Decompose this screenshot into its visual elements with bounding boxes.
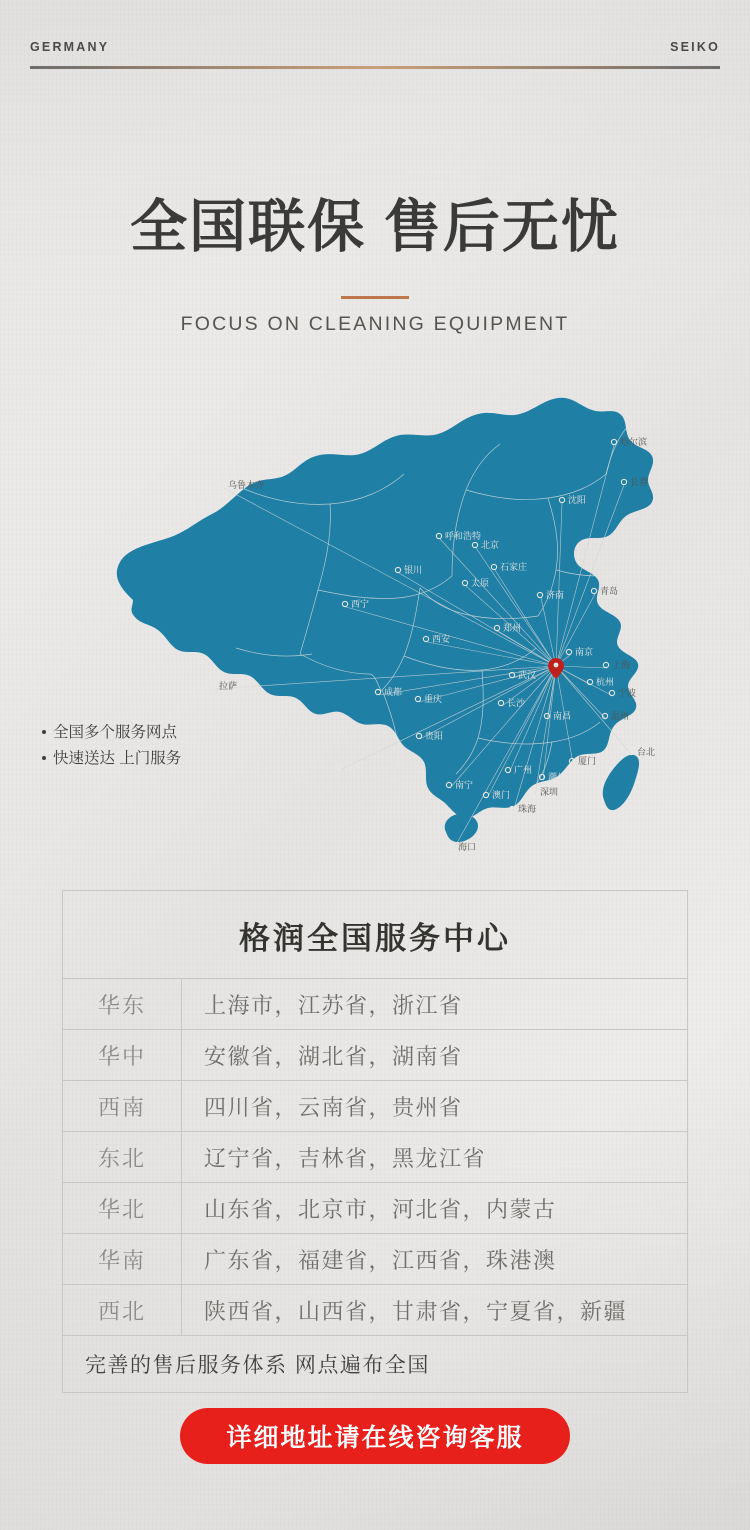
table-footer-note: 完善的售后服务体系 网点遍布全国	[63, 1335, 687, 1392]
map-city-label: 海口	[458, 842, 477, 852]
header-brand-right: SEIKO	[670, 40, 720, 54]
table-cell-region: 西南	[97, 1094, 146, 1120]
map-city-label: 厦门	[578, 756, 597, 766]
map-city-marker	[219, 479, 264, 490]
table-cell-region: 华东	[97, 992, 146, 1018]
header-divider	[30, 66, 720, 69]
map-city-label: 南京	[575, 647, 594, 657]
map-city-label: 石家庄	[500, 562, 528, 572]
map-city-label: 澳门	[492, 790, 511, 800]
map-city-label: 呼和浩特	[445, 531, 482, 541]
map-city-label: 温州	[611, 711, 630, 721]
table-cell-region: 西北	[97, 1298, 146, 1324]
map-city-label: 重庆	[424, 694, 443, 704]
bullet-text: 快速送达 上门服务	[53, 750, 182, 767]
page-title: 全国联保 售后无忧	[130, 195, 620, 259]
map-city-label: 太原	[471, 578, 490, 588]
map-city-label: 银川	[404, 565, 423, 575]
header-brand-left: GERMANY	[30, 40, 110, 54]
table-row	[63, 1029, 687, 1080]
map-city-label: 乌鲁木齐	[228, 480, 265, 490]
table-row	[63, 1131, 687, 1182]
table-cell-provinces: 陕西省，山西省，甘肃省，宁夏省，新疆	[181, 1285, 687, 1335]
map-city-label: 杭州	[596, 677, 615, 687]
map-city-label: 西宁	[351, 599, 370, 609]
map-city-label: 哈尔滨	[620, 437, 648, 447]
table-cell-provinces: 辽宁省，吉林省，黑龙江省	[181, 1132, 687, 1182]
bullet-dot-icon	[42, 730, 46, 734]
map-city-label: 昆明	[345, 762, 364, 772]
map-city-marker	[210, 680, 237, 691]
table-cell-region: 东北	[97, 1145, 146, 1171]
map-city-label: 长春	[630, 477, 649, 487]
title-accent-divider	[341, 296, 409, 299]
bullet-text: 全国多个服务网点	[53, 724, 178, 741]
table-cell-provinces: 安徽省，湖北省，湖南省	[181, 1030, 687, 1080]
table-cell-region: 华中	[97, 1043, 146, 1069]
map-city-marker	[336, 762, 363, 772]
map-city-label: 广州	[514, 765, 533, 775]
map-city-label: 西安	[432, 634, 451, 644]
map-city-label: 南昌	[553, 711, 572, 721]
map-landmass	[117, 398, 656, 842]
table-cell-provinces: 四川省，云南省，贵州省	[181, 1081, 687, 1131]
map-city-label: 上海	[612, 660, 631, 670]
map-city-label: 台北	[637, 747, 656, 757]
map-city-label: 郑州	[503, 623, 522, 633]
map-city-marker	[449, 841, 476, 852]
table-cell-region: 华北	[97, 1196, 146, 1222]
service-center-table	[62, 890, 688, 1393]
map-city-label: 沈阳	[568, 495, 587, 505]
map-city-label: 拉萨	[219, 681, 238, 691]
map-city-label: 贵阳	[425, 731, 444, 741]
table-cell-provinces: 山东省，北京市，河北省，内蒙古	[181, 1183, 687, 1233]
map-city-label: 深圳	[540, 787, 559, 797]
map-city-label: 济南	[546, 590, 565, 600]
page-subtitle: FOCUS ON CLEANING EQUIPMENT	[180, 313, 570, 335]
map-city-label: 北京	[481, 540, 500, 550]
contact-service-button[interactable]: 详细地址请在线咨询客服	[180, 1408, 570, 1464]
china-service-map	[0, 348, 750, 878]
map-city-label: 潮州	[548, 772, 567, 782]
table-cell-provinces: 上海市，江苏省，浙江省	[181, 979, 687, 1029]
table-row	[63, 978, 687, 1029]
map-bullet-list	[42, 720, 181, 772]
map-city-label: 青岛	[600, 586, 619, 596]
table-row	[63, 1080, 687, 1131]
map-city-label: 武汉	[518, 670, 537, 680]
map-city-label: 南宁	[455, 780, 474, 790]
list-item	[42, 746, 181, 772]
table-cell-provinces: 广东省，福建省，江西省，珠港澳	[181, 1234, 687, 1284]
table-row	[63, 1233, 687, 1284]
bullet-dot-icon	[42, 756, 46, 760]
map-city-label: 成都	[384, 687, 403, 697]
table-row	[63, 1182, 687, 1233]
table-cell-region: 华南	[97, 1247, 146, 1273]
page-header	[0, 0, 750, 78]
map-city-label: 长沙	[507, 698, 526, 708]
list-item	[42, 720, 181, 746]
table-row	[63, 1284, 687, 1335]
map-city-label: 宁波	[618, 688, 637, 698]
table-title: 格润全国服务中心	[239, 921, 511, 956]
map-city-label: 珠海	[518, 804, 537, 814]
